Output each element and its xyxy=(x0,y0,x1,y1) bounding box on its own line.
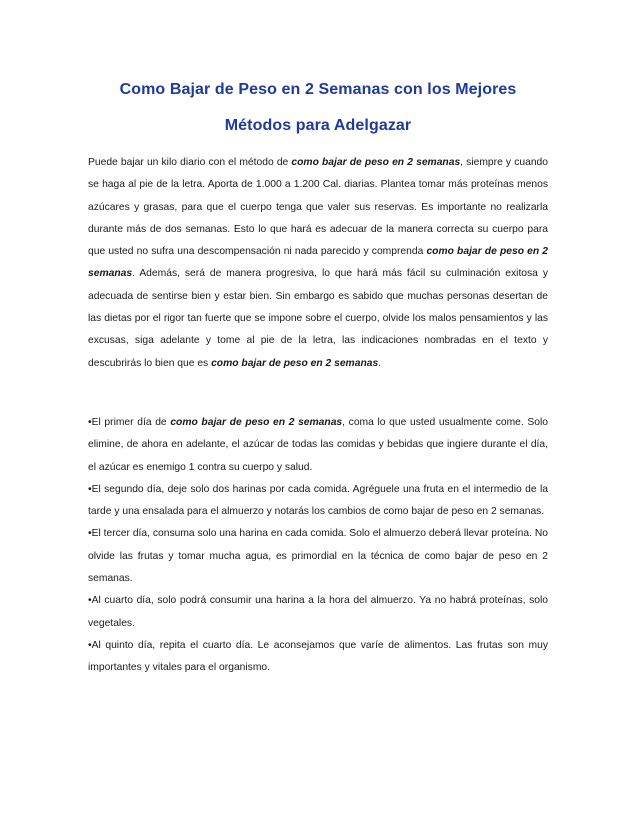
intro-text-4: . xyxy=(378,357,382,369)
bullet-1-text-a: •El primer día de xyxy=(88,416,171,428)
intro-text-1: Puede bajar un kilo diario con el método de xyxy=(88,157,292,168)
keyword-emphasis: como bajar de peso en 2 semanas xyxy=(170,416,343,428)
keyword-emphasis: como bajar de peso en 2 semanas xyxy=(291,157,461,168)
keyword-emphasis: como bajar de peso en 2 semanas xyxy=(88,246,548,280)
document-title xyxy=(88,72,548,144)
paragraph-spacer xyxy=(88,375,548,412)
title-line-1: Como Bajar de Peso en 2 Semanas con los Mejores xyxy=(119,81,517,98)
bullet-1-text-b: , coma lo que usted usualmente come. Solo elimine, de ahora en adelante, el azúcar de todas las comidas y bebidas que ingiere durante el día, el azúcar es enemigo 1 contra su cuerpo y salud. xyxy=(88,416,549,473)
bullet-day-3: •El tercer día, consuma solo una harina en cada comida. Solo el almuerzo deberá llevar proteína. No olvide las frutas y tomar mucha agua, es primordial en la técnica de como bajar de peso en 2 semanas. xyxy=(88,528,548,585)
bullet-day-1 xyxy=(88,412,548,479)
document-page xyxy=(88,72,548,680)
intro-paragraph xyxy=(88,152,548,375)
intro-text-2: , siempre y cuando se haga al pie de la letra. Aporta de 1.000 a 1.200 Cal. diarias. Plantea tomar más proteínas menos azúcares y grasas, para que el cuerpo tenga que valer sus reservas. Es importante no realizarla durante más de dos semanas. Esto lo que hará es adecuar de la manera correcta su cuerpo para que usted no sufra una descompensación ni nada parecido y comprenda xyxy=(88,157,548,258)
keyword-emphasis: como bajar de peso en 2 semanas xyxy=(211,357,379,369)
title-line-2: Métodos para Adelgazar xyxy=(224,117,412,134)
intro-text-3: . Además, será de manera progresiva, lo que hará más fácil su culminación exitosa y adecuada de sentirse bien y estar bien. Sin embargo es sabido que muchas personas desertan de las dietas por el rigor tan fuerte que se impone sobre el cuerpo, olvide los malos pensamientos y las excusas, siga adelante y tome al pie de la letra, las indicaciones nombradas en el texto y descubrirás lo bien que es xyxy=(88,268,548,369)
bullet-day-4: •Al cuarto día, solo podrá consumir una harina a la hora del almuerzo. Ya no habrá proteínas, solo vegetales. xyxy=(88,595,548,629)
bullet-day-5: •Al quinto día, repita el cuarto día. Le aconsejamos que varíe de alimentos. Las frutas son muy importantes y vitales para el organismo. xyxy=(88,639,548,674)
bullet-day-2: •El segundo día, deje solo dos harinas por cada comida. Agréguele una fruta en el intermedio de la tarde y una ensalada para el almuerzo y notarás los cambios de como bajar de peso en 2 semanas. xyxy=(88,483,548,518)
